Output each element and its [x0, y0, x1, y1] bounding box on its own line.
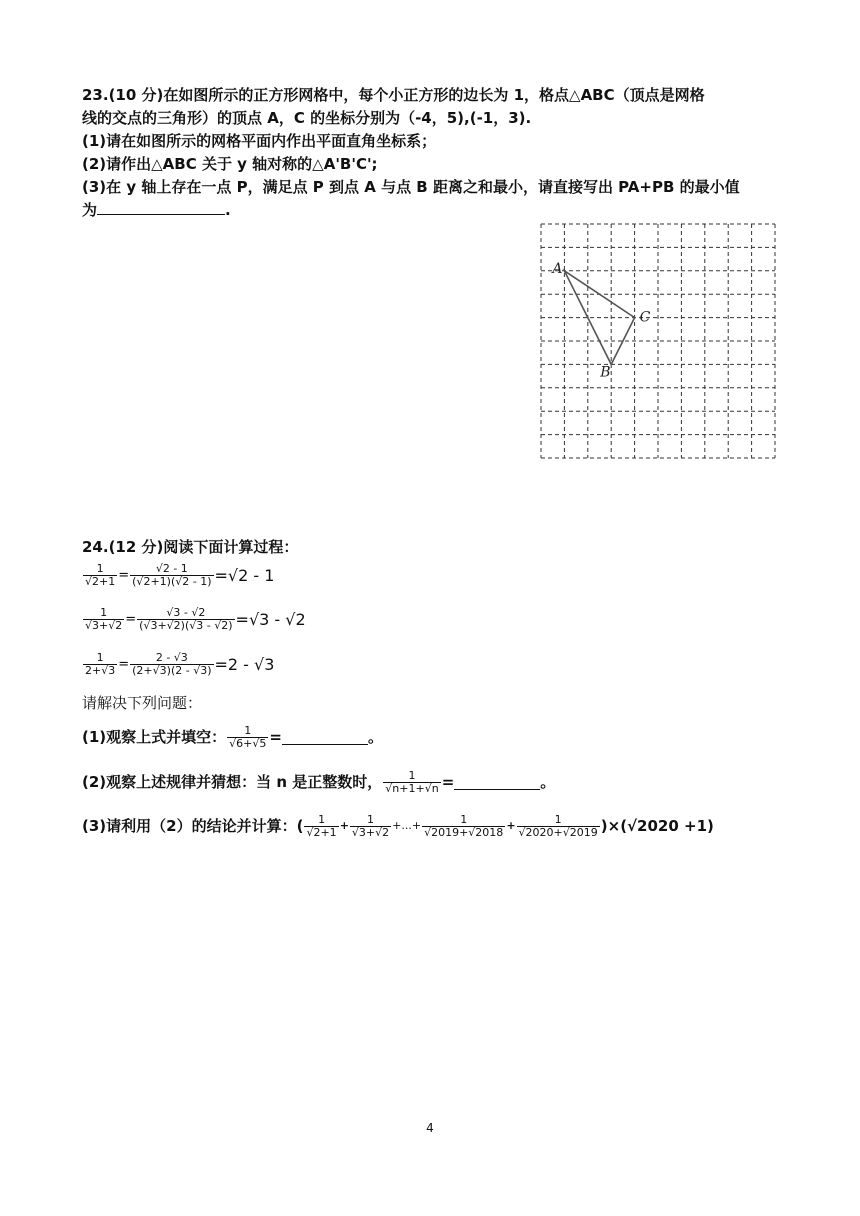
q24-part2-end: 。	[540, 773, 556, 791]
q24-part2-text: (2)观察上述规律并猜想：当 n 是正整数时，	[82, 773, 383, 791]
q24-example-1: $\frac{1}{√2+1}$ = $\frac{√2 - 1}{(√2+1)(√2 - 1)}$ =√2 - 1	[85, 562, 275, 588]
q23-header: 23.(10 分)在如图所示的正方形网格中，每个小正方形的边长为 1，格点△ABC（顶点是网格	[82, 86, 705, 104]
q24-part3-term-2: $\frac{1}{√3+√2}$	[351, 812, 390, 839]
q23-part3: (3)在 y 轴上存在一点 P，满足点 P 到点 A 与点 B 距离之和最小，请直接写出 PA+PB 的最小值	[82, 178, 740, 196]
q24-part3: (3)请利用（2）的结论并计算：( $\frac{1}{√2+1}$ + $\frac{1}{√3+√2}$ +...+ $\frac{1}{√2019+√2018}$ + $\frac{1}{√2020+√2019}$ )×(√2020 +1)	[82, 812, 714, 839]
ex3-lhs-fraction: $\frac{1}{2+√3}$	[85, 651, 116, 677]
q24-part1-blank[interactable]	[282, 730, 368, 745]
vertex-label-c: C	[639, 309, 651, 326]
q24-part1-text: (1)观察上式并填空：	[82, 728, 227, 746]
ex1-result: =√2 - 1	[214, 566, 275, 585]
q23-part2: (2)请作出△ABC 关于 y 轴对称的△A'B'C';	[82, 155, 378, 173]
q24-example-2: $\frac{1}{√3+√2}$ = $\frac{√3 - √2}{(√3+√2)(√3 - √2)}$ =√3 - √2	[85, 606, 306, 632]
ex2-result: =√3 - √2	[235, 610, 306, 629]
page-number: 4	[426, 1121, 434, 1135]
vertex-label-a: A	[552, 260, 563, 277]
q24-part2-fraction: $\frac{1}{√n+1+√n}$	[385, 768, 439, 795]
q24-part1-end: 。	[367, 728, 383, 746]
q24-part3-tail: )×(√2020 +1)	[600, 817, 714, 835]
q24-part2-blank[interactable]	[454, 775, 540, 790]
ex2-lhs-fraction: $\frac{1}{√3+√2}$	[85, 606, 123, 632]
q23-answer-blank[interactable]	[97, 200, 225, 215]
q24-solve-prompt: 请解决下列问题：	[82, 694, 203, 712]
q24-part2: (2)观察上述规律并猜想：当 n 是正整数时， $\frac{1}{√n+1+√n}$ = 。	[82, 768, 556, 795]
q24-part3-ellipsis: +...+	[392, 819, 422, 832]
ex3-result: =2 - √3	[214, 655, 275, 674]
q23-part1: (1)请在如图所示的网格平面内作出平面直角坐标系；	[82, 132, 437, 150]
q24-part3-term-1: $\frac{1}{√2+1}$	[306, 812, 337, 839]
q24-example-3: $\frac{1}{2+√3}$ = $\frac{2 - √3}{(2+√3)(2 - √3)}$ =2 - √3	[85, 651, 275, 677]
q24-part3-text: (3)请利用（2）的结论并计算：(	[82, 817, 304, 835]
q24-part1: (1)观察上式并填空： $\frac{1}{√6+√5}$ = 。	[82, 723, 383, 750]
ex1-lhs-fraction: $\frac{1}{√2+1}$	[85, 562, 116, 588]
ex2-mid-fraction: $\frac{√3 - √2}{(√3+√2)(√3 - √2)}$	[139, 606, 233, 632]
q24-part3-term-3: $\frac{1}{√2019+√2018}$	[424, 812, 504, 839]
ex1-mid-fraction: $\frac{√2 - 1}{(√2+1)(√2 - 1)}$	[132, 562, 212, 588]
grid-figure	[539, 222, 777, 460]
q23-line2: 线的交点的三角形）的顶点 A，C 的坐标分别为（-4，5),(-1，3).	[82, 109, 532, 127]
q23-part3-answer-line	[82, 200, 231, 220]
q23-part3-prefix: 为	[82, 201, 98, 219]
q23-part3-end: .	[225, 201, 231, 219]
ex3-mid-fraction: $\frac{2 - √3}{(2+√3)(2 - √3)}$	[132, 651, 212, 677]
q24-part3-term-4: $\frac{1}{√2020+√2019}$	[518, 812, 598, 839]
vertex-label-b: B	[600, 364, 611, 381]
q24-part1-fraction: $\frac{1}{√6+√5}$	[229, 723, 267, 750]
q24-header: 24.(12 分)阅读下面计算过程：	[82, 538, 299, 556]
